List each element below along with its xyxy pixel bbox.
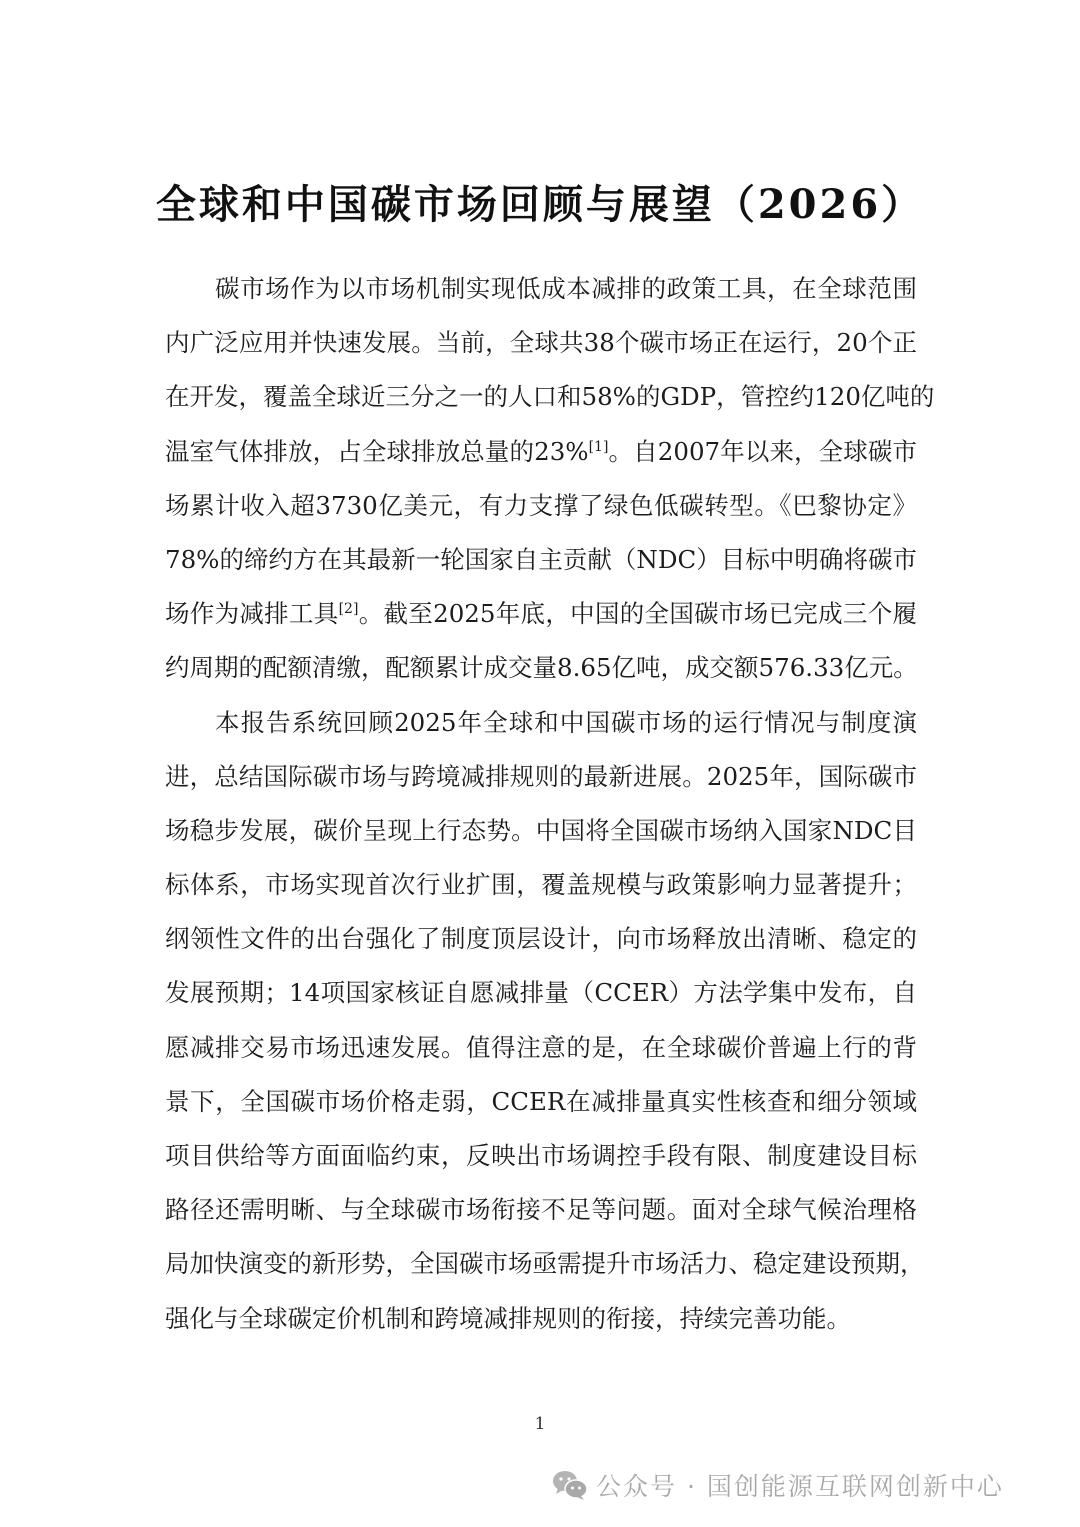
paragraph-2-line-3: 场稳步发展，碳价呈现上行态势。中国将全国碳市场纳入国家NDC目 — [165, 815, 917, 845]
wechat-icon — [552, 1469, 588, 1501]
paragraph-1-line-2: 内广泛应用并快速发展。当前，全球共38个碳市场正在运行，20个正 — [165, 328, 917, 358]
line-text: 温室气体排放，占全球排放总量的23% — [165, 436, 589, 466]
paragraph-1-line-8: 约周期的配额清缴，配额累计成交量8.65亿吨，成交额576.33亿元。 — [165, 653, 918, 683]
paragraph-2-line-9: 项目供给等方面面临约束，反映出市场调控手段有限、制度建设目标 — [165, 1141, 917, 1170]
line-text: 场作为减排工具 — [165, 599, 339, 629]
paragraph-2-line-2: 进，总结国际碳市场与跨境减排规则的最新进展。2025年，国际碳市 — [165, 761, 917, 791]
paragraph-2-line-7: 愿减排交易市场迅速发展。值得注意的是，在全球碳价普遍上行的背 — [165, 1032, 917, 1062]
page-number: 1 — [534, 1414, 546, 1434]
paragraph-1-line-5: 场累计收入超3730亿美元，有力支撑了绿色低碳转型。《巴黎协定》 — [165, 490, 917, 520]
paragraph-2-line-10: 路径还需明晰、与全球碳市场衔接不足等问题。面对全球气候治理格 — [165, 1195, 917, 1225]
paragraph-1-line-4 — [165, 425, 917, 479]
paragraph-2-line-8: 景下，全国碳市场价格走弱，CCER在减排量真实性核查和细分领域 — [165, 1086, 917, 1116]
footnote-ref-1[interactable]: [1] — [588, 438, 609, 455]
watermark-text: 公众号 · 国创能源互联网创新中心 — [596, 1472, 1004, 1501]
paragraph-1-line-1: 碳市场作为以市场机制实现低成本减排的政策工具，在全球范围 — [215, 274, 917, 303]
paragraph-2-line-4: 标体系，市场实现首次行业扩围，覆盖规模与政策影响力显著提升； — [165, 870, 917, 900]
paragraph-2-line-11: 局加快演变的新形势，全国碳市场亟需提升市场活力、稳定建设预期， — [165, 1249, 925, 1279]
paragraph-2-line-1: 本报告系统回顾2025年全球和中国碳市场的运行情况与制度演 — [215, 707, 917, 737]
paragraph-2-line-12: 强化与全球碳定价机制和跨境减排规则的衔接，持续完善功能。 — [165, 1303, 851, 1333]
line-text-continued: 。截至2025年底，中国的全国碳市场已完成三个履 — [358, 599, 917, 629]
document-title: 全球和中国碳市场回顾与展望（2026） — [155, 180, 925, 228]
paragraph-1-line-7 — [165, 587, 917, 641]
document-body — [165, 262, 935, 1346]
paragraph-2-line-6: 发展预期；14项国家核证自愿减排量（CCER）方法学集中发布，自 — [165, 978, 917, 1008]
line-text-continued: 。自2007年以来，全球碳市 — [608, 436, 917, 466]
footnote-ref-2[interactable]: [2] — [338, 601, 359, 618]
paragraph-2-line-5: 纲领性文件的出台强化了制度顶层设计，向市场释放出清晰、稳定的 — [165, 924, 917, 954]
paragraph-1-line-3: 在开发，覆盖全球近三分之一的人口和58%的GDP，管控约120亿吨的 — [165, 382, 935, 412]
paragraph-1-line-6: 78%的缔约方在其最新一轮国家自主贡献（NDC）目标中明确将碳市 — [165, 544, 917, 574]
wechat-watermark — [552, 1463, 1004, 1507]
